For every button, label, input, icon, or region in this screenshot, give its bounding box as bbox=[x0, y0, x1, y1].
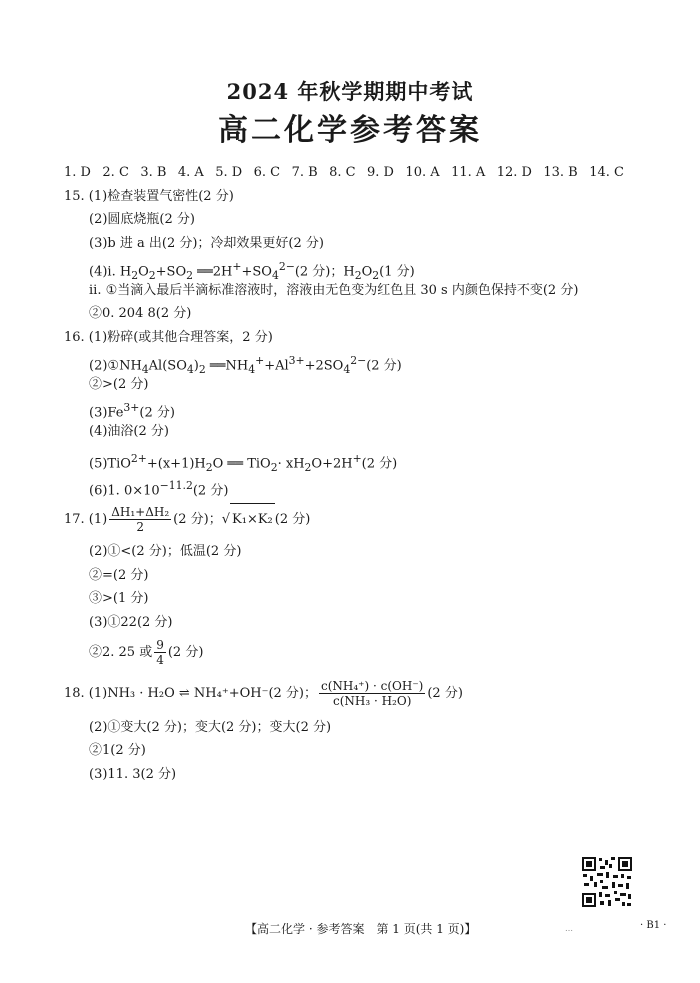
q15-line: (4)ⅰ. $H_2O_2+SO_2$ $══2H^++SO_4^{2-}(2$ 分)；$H_2O_2(1$ 分) bbox=[89, 260, 415, 282]
page-footer: 【高二化学 · 参考答案 第 1 页(共 1 页)】 bbox=[245, 922, 477, 936]
mc-answer: 3. B bbox=[140, 165, 167, 180]
q15-line: 15. (1)检查装置气密性(2 分) bbox=[64, 189, 234, 204]
mc-answer: 13. B bbox=[543, 165, 578, 180]
mc-answer: 6. C bbox=[253, 165, 281, 180]
q17-line: ③>(1 分) bbox=[89, 591, 149, 606]
mc-answer: 9. D bbox=[367, 165, 394, 180]
q15-line: ⅱ. ①当滴入最后半滴标准溶液时，溶液由无色变为红色且 30 s 内颜色保持不变(2 分) bbox=[89, 283, 579, 298]
fraction: $\frac{9}{4}$ bbox=[156, 638, 164, 667]
q15-line: ②0. 204 8(2 分) bbox=[89, 306, 192, 321]
q16-line: (6)1. $0\times 10^{-11.2}(2$ 分) bbox=[89, 479, 229, 499]
q16-line: (4)油浴(2 分) bbox=[89, 424, 169, 439]
exam-title: 2024 年秋学期期中考试 bbox=[226, 79, 474, 104]
q16-line: $(3)Fe^{3+}(2$ 分) bbox=[89, 401, 175, 421]
mc-answer: 10. A bbox=[405, 165, 440, 180]
mc-answer: 4. A bbox=[177, 165, 204, 180]
mc-answer: 2. C bbox=[102, 165, 129, 180]
answer-title: 高二化学参考答案 bbox=[218, 113, 482, 148]
q16-line: ②>(2 分) bbox=[89, 377, 149, 392]
q16-line: $(5)TiO^{2+}+(x+1)H_2O$ ══ $TiO_2\cdot xH_2O+2H^+(2$ 分) bbox=[89, 452, 398, 474]
mc-answer: 1. D bbox=[64, 165, 91, 180]
q18-line: 18. (1)NH₃ · H₂O ⇌ NH₄⁺+OH⁻(2 分)； $\frac{\text{c(NH₄⁺) · c(OH⁻)}}{\text{c(NH₃ · H₂O)}}$ (2 分) bbox=[64, 679, 463, 708]
q16-line: 16. (1)粉碎(或其他合理答案，2 分) bbox=[64, 330, 273, 345]
mc-answer: 7. B bbox=[291, 165, 318, 180]
mc-answer: 14. C bbox=[589, 165, 624, 180]
q18-line: ②1(2 分) bbox=[89, 743, 146, 758]
q15-line: (2)圆底烧瓶(2 分) bbox=[89, 212, 195, 227]
q18-line: (3)11. 3(2 分) bbox=[89, 767, 177, 782]
q17-line: ②=(2 分) bbox=[89, 568, 149, 583]
q17-line: (2)①<(2 分)；低温(2 分) bbox=[89, 544, 242, 559]
mc-answer: 11. A bbox=[451, 165, 486, 180]
fraction: $\frac{\text{c(NH₄⁺) · c(OH⁻)}}{\text{c(NH₃ · H₂O)}}$ bbox=[321, 679, 424, 708]
q17-line: (3)①22(2 分) bbox=[89, 615, 173, 630]
q16-line: $(2)①NH_4Al(SO_4)_2$ $══NH_4^++Al^{3+}+2SO_4^{2-}(2$ 分) bbox=[89, 354, 402, 376]
mc-answer: 5. D bbox=[215, 165, 243, 180]
mc-answers bbox=[64, 165, 624, 181]
q17-line: 17. (1) $\frac{\text{ΔH₁+ΔH₂}}{2}$ (2 分)；√ K₁×K₂ (2 分) bbox=[64, 505, 311, 534]
fraction: $\frac{\text{ΔH₁+ΔH₂}}{2}$ bbox=[111, 505, 170, 534]
q18-line: (2)①变大(2 分)；变大(2 分)；变大(2 分) bbox=[89, 720, 332, 735]
footer-mark: … bbox=[565, 924, 573, 933]
mc-answer: 12. D bbox=[496, 165, 532, 180]
q15-line: (3)b 进 a 出(2 分)；冷却效果更好(2 分) bbox=[89, 236, 324, 251]
page-code: · B1 · bbox=[640, 920, 667, 931]
qr-code bbox=[581, 856, 633, 908]
mc-answer: 8. C bbox=[329, 165, 356, 180]
q17-line: ②2. 25 或 $\frac{9}{4}$ (2 分) bbox=[89, 638, 204, 667]
